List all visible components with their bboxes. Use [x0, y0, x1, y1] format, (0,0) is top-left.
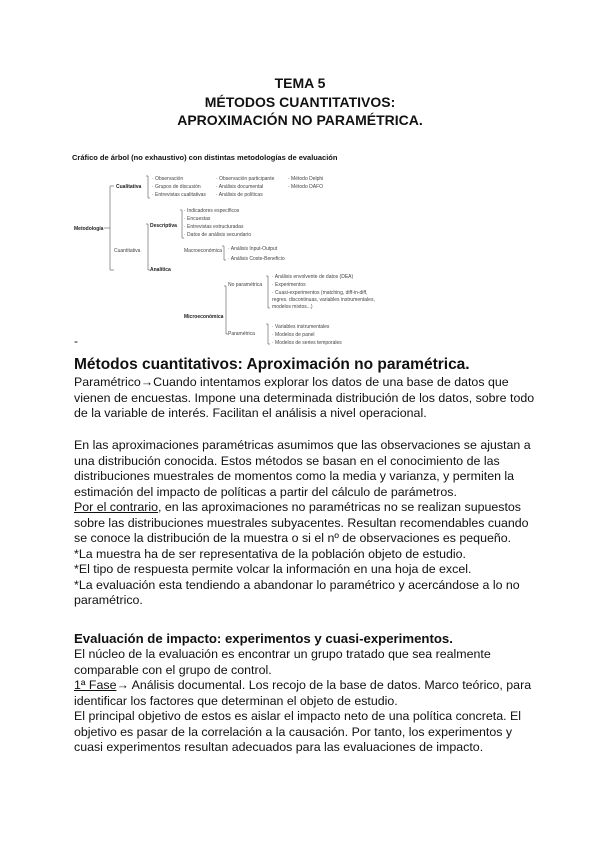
text-line: identificar los factores que determinan el objeto de estudio. [74, 693, 398, 708]
paragraph-evaluacion [74, 647, 532, 756]
text-line: El principal objetivo de estos es aislar el impacto neto de una política concreta. El [74, 709, 522, 723]
text-line: vienen de encuestas. Impone una determinada distribución de los datos, sobre todo [74, 390, 535, 405]
cual-col2-item: · Observación participante [216, 176, 275, 182]
text-fragment: , en las aproximaciones no paramétricas no se realizan supuestos [158, 500, 521, 514]
node-no-parametrica: No paramétrica [228, 282, 263, 288]
noparam-item: modelos mixtos...) [272, 304, 313, 310]
param-item: · Variables instrumentales [272, 324, 330, 330]
section-heading: Métodos cuantitativos: Aproximación no paramétrica. [74, 356, 470, 373]
cual-col1-item: · Entrevistas cualitativas [152, 192, 206, 198]
paragraph-parametrico [74, 375, 535, 422]
text-line: cuasi experimentos resultan adecuados para las evaluaciones de impacto. [74, 740, 484, 754]
text-line: estimación del impacto de políticas a partir del cálculo de parámetros. [74, 484, 457, 499]
text-line [74, 500, 521, 516]
text-line: se conoce la distribución de la muestra o si el nº de observaciones es pequeño. [74, 531, 512, 545]
text-line: distribuciones muestrales de momentos como la media y varianza, y permiten la [74, 469, 515, 483]
desc-item: · Datos de análisis secundario [184, 232, 251, 238]
noparam-item: · Experimentos [272, 282, 306, 288]
separator-dash: - [74, 334, 78, 348]
text-line: En las aproximaciones paramétricas asumimos que las observaciones se ajustan a [74, 438, 531, 452]
text-fragment: → Análisis documental. Los recojo de la base de datos. Marco teórico, para [116, 678, 532, 692]
node-cualitativa: Cualitativa [116, 184, 142, 190]
text-line: objetivo es pasar de la correlación a la causación. Por tanto, los experimentos y [74, 724, 513, 739]
title-line-3: APROXIMACIÓN NO PARAMÉTRICA. [177, 112, 423, 128]
diagram-root: Metodología [74, 226, 104, 232]
cual-col2-item: · Análisis de políticas [216, 192, 263, 198]
text-line: comparable con el grupo de control. [74, 662, 272, 677]
text-line: *La evaluación esta tendiendo a abandonar lo paramétrico y acercándose a lo no [74, 577, 520, 592]
node-cuantitativa: Cuantitativa [114, 248, 141, 254]
noparam-bracket [266, 276, 270, 308]
cual-col3-item: · Método Delphi [288, 176, 324, 182]
title-line-2: MÉTODOS CUANTITATIVOS: [204, 94, 396, 110]
methodology-tree-diagram [70, 148, 470, 348]
text-line: El núcleo de la evaluación es encontrar un grupo tratado que sea realmente [74, 647, 491, 661]
macro-item: · Análisis Coste-Beneficio [228, 256, 285, 262]
underlined-phrase: 1ª Fase [74, 678, 117, 692]
text-line: sobre las distribuciones muestrales subyacentes. Resultan recomendables cuando [74, 515, 529, 530]
text-line: una distribución conocida. Estos métodos se basan en el conocimiento de las [74, 453, 500, 468]
cual-col1-item: · Observación [152, 176, 184, 182]
macro-bracket [222, 246, 226, 260]
node-analitica: Analítica [150, 267, 171, 273]
cual-col2-item: · Análisis documental [216, 184, 264, 190]
root-bracket [104, 186, 114, 270]
text-line: Paramétrico→Cuando intentamos explorar los datos de una base de datos que [74, 375, 509, 389]
title-line-1: TEMA 5 [274, 75, 326, 91]
param-item: · Modelos de series temporales [272, 340, 342, 346]
macro-item: · Análisis Input-Output [228, 246, 278, 252]
text-line: *La muestra ha de ser representativa de la población objeto de estudio. [74, 546, 466, 561]
node-macroeconomica: Macroeconómica [184, 248, 223, 254]
noparam-item: · Cuasi-experimentos (matching, diff-in-diff, [272, 290, 368, 296]
noparam-item: · Análisis envolvente de datos (DEA) [272, 274, 354, 280]
param-bracket [266, 324, 270, 344]
tree-svg [70, 148, 470, 348]
cuant-bracket [146, 224, 150, 270]
text-line: de la variable de interés. Facilitan el análisis a nivel operacional. [74, 406, 427, 420]
text-line: *El tipo de respuesta permite volcar la información en una hoja de excel. [74, 562, 472, 576]
desc-item: · Indicadores específicos [184, 208, 240, 214]
cual-col3-item: · Método DAFO [288, 184, 324, 190]
node-descriptiva: Descriptiva [150, 223, 177, 229]
text-line: paramétrico. [74, 593, 143, 607]
node-parametrica: Paramétrica [228, 331, 255, 337]
desc-item: · Encuestas [184, 216, 211, 222]
paragraph-aproximaciones [74, 438, 531, 609]
param-item: · Modelos de panel [272, 332, 315, 338]
cual-bracket [146, 176, 150, 198]
underlined-phrase: Por el contrario [74, 500, 159, 514]
node-microeconomica: Microeconómica [184, 314, 224, 320]
micro-bracket [224, 286, 228, 334]
desc-item: · Entrevistas estructuradas [184, 224, 244, 230]
noparam-item: regres. discontinuas, variables instrumentales, [272, 297, 375, 303]
cual-col1-item: · Grupos de discusión [152, 184, 201, 190]
subsection-heading: Evaluación de impacto: experimentos y cuasi-experimentos. [74, 631, 453, 646]
text-line [74, 678, 532, 694]
diagram-title: Cráfico de árbol (no exhaustivo) con distintas metodologías de evaluación [72, 153, 338, 162]
